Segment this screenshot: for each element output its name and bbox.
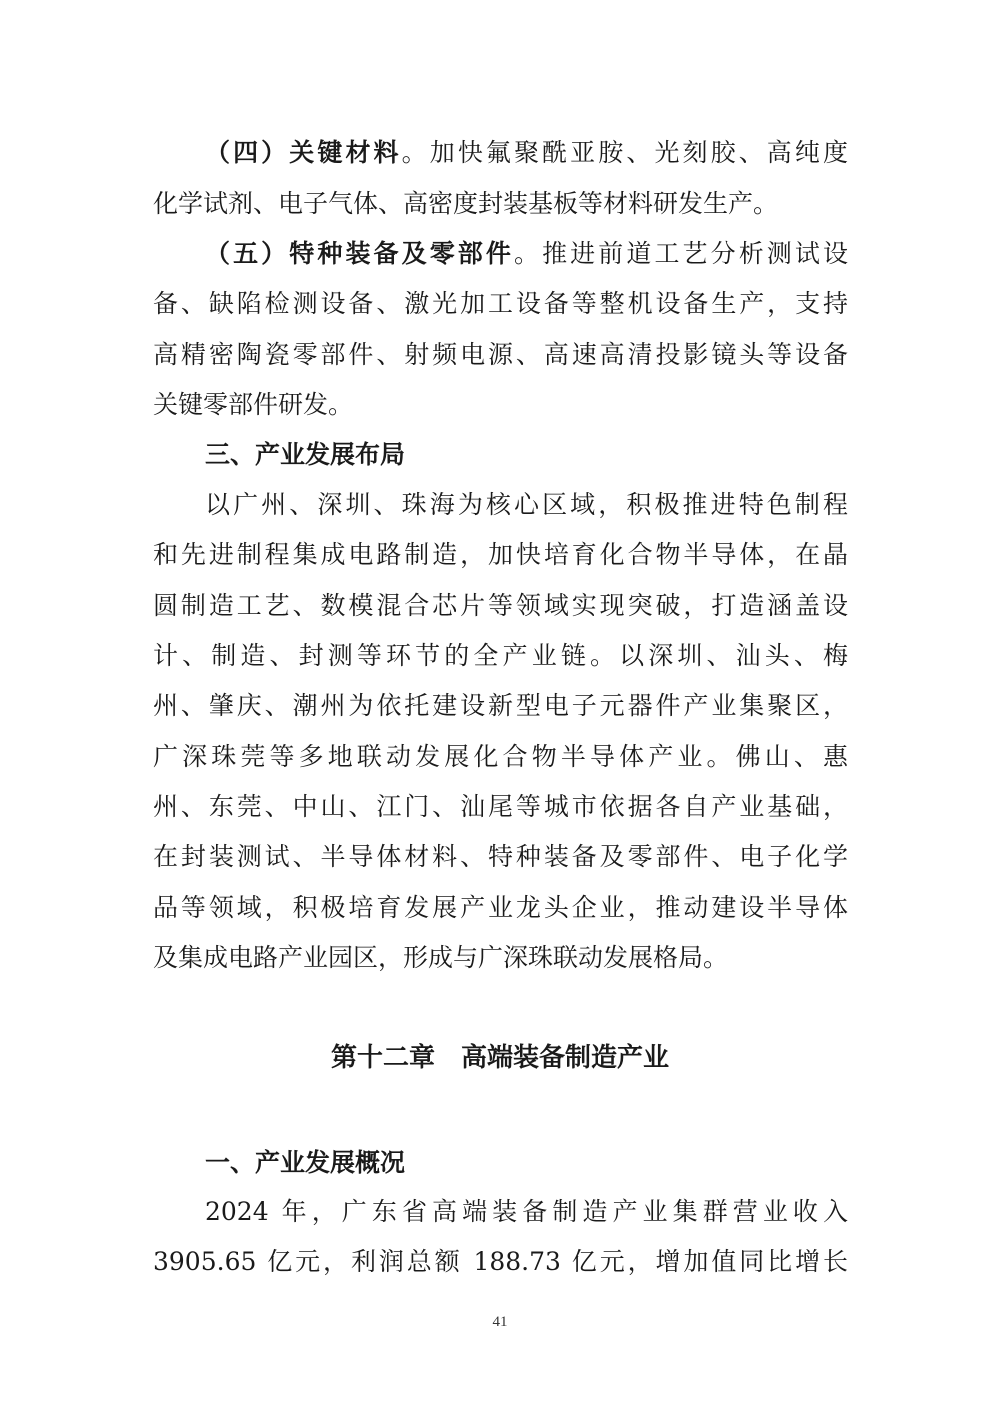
layout-para-line-3: 圆制造工艺、数模混合芯片等领域实现突破，打造涵盖设: [153, 591, 848, 620]
section-3-heading: 三、产业发展布局: [205, 440, 406, 469]
para-5-line-1: [205, 237, 848, 271]
layout-para-line-10: 及集成电路产业园区，形成与广深珠联动发展格局。: [153, 943, 729, 972]
layout-para-line-4: 计、制造、封测等环节的全产业链。以深圳、汕头、梅: [153, 641, 848, 670]
layout-para-line-8: 在封装测试、半导体材料、特种装备及零部件、电子化学: [153, 842, 848, 871]
layout-para-line-9: 品等领域，积极培育发展产业龙头企业，推动建设半导体: [153, 893, 848, 922]
para-5-lead: （五）特种装备及零部件: [205, 239, 514, 268]
section-1-heading: 一、产业发展概况: [205, 1148, 406, 1177]
overview-para-line-2: 3905.65 亿元，利润总额 188.73 亿元，增加值同比增长: [153, 1247, 848, 1276]
para-5-line-4: 关键零部件研发。: [153, 390, 354, 419]
chapter-title: 第十二章 高端装备制造产业: [330, 1043, 669, 1073]
para-4-line-1: [205, 136, 848, 170]
para-4-line-1-text: 。加快氟聚酰亚胺、光刻胶、高纯度: [401, 138, 848, 167]
layout-para-line-5: 州、肇庆、潮州为依托建设新型电子元器件产业集聚区，: [153, 691, 848, 720]
layout-para-line-1: 以广州、深圳、珠海为核心区域，积极推进特色制程: [205, 490, 848, 519]
layout-para-line-2: 和先进制程集成电路制造，加快培育化合物半导体，在晶: [153, 540, 848, 569]
para-5-line-1-text: 。推进前道工艺分析测试设: [514, 239, 848, 268]
layout-para-line-6: 广深珠莞等多地联动发展化合物半导体产业。佛山、惠: [153, 742, 848, 771]
para-5-line-2: 备、缺陷检测设备、激光加工设备等整机设备生产，支持: [153, 289, 848, 318]
para-5-line-3: 高精密陶瓷零部件、射频电源、高速高清投影镜头等设备: [153, 340, 848, 369]
overview-para-line-1: 2024 年，广东省高端装备制造产业集群营业收入: [205, 1197, 848, 1226]
layout-para-line-7: 州、东莞、中山、江门、汕尾等城市依据各自产业基础，: [153, 792, 848, 821]
para-4-lead: （四）关键材料: [205, 138, 402, 167]
para-4-line-2: 化学试剂、电子气体、高密度封装基板等材料研发生产。: [153, 189, 779, 218]
page-number: 41: [492, 1314, 508, 1330]
